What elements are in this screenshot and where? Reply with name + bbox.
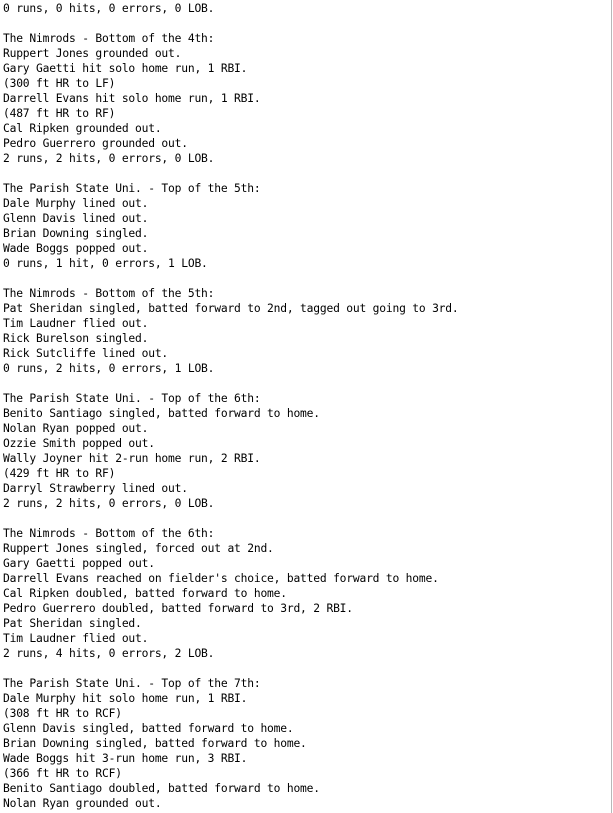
log-line: Cal Ripken grounded out. bbox=[3, 122, 162, 135]
log-line: (300 ft HR to LF) bbox=[3, 77, 116, 90]
log-line: The Parish State Uni. - Top of the 6th: bbox=[3, 392, 261, 405]
log-line: (366 ft HR to RCF) bbox=[3, 767, 122, 780]
log-line: Dale Murphy lined out. bbox=[3, 197, 149, 210]
log-line: Brian Downing singled. bbox=[3, 227, 149, 240]
log-line: Glenn Davis singled, batted forward to home. bbox=[3, 722, 294, 735]
log-line: Glenn Davis lined out. bbox=[3, 212, 149, 225]
log-line: Gary Gaetti popped out. bbox=[3, 557, 155, 570]
log-line: Ruppert Jones singled, forced out at 2nd. bbox=[3, 542, 274, 555]
log-line: Darrell Evans reached on fielder's choice, batted forward to home. bbox=[3, 572, 439, 585]
log-line: Wade Boggs popped out. bbox=[3, 242, 149, 255]
log-line: Benito Santiago doubled, batted forward to home. bbox=[3, 782, 320, 795]
log-line: (487 ft HR to RF) bbox=[3, 107, 116, 120]
log-line: The Parish State Uni. - Top of the 7th: bbox=[3, 677, 261, 690]
log-line: The Parish State Uni. - Top of the 5th: bbox=[3, 182, 261, 195]
log-line: (308 ft HR to RCF) bbox=[3, 707, 122, 720]
game-log-text[interactable] bbox=[3, 1, 609, 811]
log-line: Tim Laudner flied out. bbox=[3, 317, 149, 330]
log-line: 0 runs, 0 hits, 0 errors, 0 LOB. bbox=[3, 2, 215, 15]
log-line bbox=[3, 511, 609, 526]
log-line: Brian Downing singled, batted forward to home. bbox=[3, 737, 307, 750]
log-line: Pat Sheridan singled. bbox=[3, 617, 142, 630]
log-line bbox=[3, 661, 609, 676]
log-line: Pedro Guerrero grounded out. bbox=[3, 137, 188, 150]
log-line: 0 runs, 2 hits, 0 errors, 1 LOB. bbox=[3, 362, 215, 375]
log-line bbox=[3, 271, 609, 286]
log-line: Pat Sheridan singled, batted forward to 2nd, tagged out going to 3rd. bbox=[3, 302, 459, 315]
log-line: The Nimrods - Bottom of the 6th: bbox=[3, 527, 215, 540]
log-line: Gary Gaetti hit solo home run, 1 RBI. bbox=[3, 62, 248, 75]
log-line: Nolan Ryan grounded out. bbox=[3, 797, 162, 810]
log-line: Wally Joyner hit 2-run home run, 2 RBI. bbox=[3, 452, 261, 465]
log-line: Cal Ripken doubled, batted forward to home. bbox=[3, 587, 287, 600]
log-line: Nolan Ryan popped out. bbox=[3, 422, 149, 435]
log-line: Darrell Evans hit solo home run, 1 RBI. bbox=[3, 92, 261, 105]
log-line: Wade Boggs hit 3-run home run, 3 RBI. bbox=[3, 752, 248, 765]
log-line: 2 runs, 2 hits, 0 errors, 0 LOB. bbox=[3, 152, 215, 165]
log-line: (429 ft HR to RF) bbox=[3, 467, 116, 480]
log-line: Tim Laudner flied out. bbox=[3, 632, 149, 645]
log-line: Darryl Strawberry lined out. bbox=[3, 482, 188, 495]
log-line bbox=[3, 376, 609, 391]
log-line: The Nimrods - Bottom of the 5th: bbox=[3, 287, 215, 300]
log-line: Pedro Guerrero doubled, batted forward to 3rd, 2 RBI. bbox=[3, 602, 353, 615]
log-line: Benito Santiago singled, batted forward to home. bbox=[3, 407, 320, 420]
log-line bbox=[3, 166, 609, 181]
log-line: Rick Sutcliffe lined out. bbox=[3, 347, 169, 360]
log-line bbox=[3, 16, 609, 31]
log-line: 2 runs, 2 hits, 0 errors, 0 LOB. bbox=[3, 497, 215, 510]
log-line: Ruppert Jones grounded out. bbox=[3, 47, 182, 60]
log-line: Dale Murphy hit solo home run, 1 RBI. bbox=[3, 692, 248, 705]
log-line: Ozzie Smith popped out. bbox=[3, 437, 155, 450]
log-line: The Nimrods - Bottom of the 4th: bbox=[3, 32, 215, 45]
log-line: 2 runs, 4 hits, 0 errors, 2 LOB. bbox=[3, 647, 215, 660]
log-line: 0 runs, 1 hit, 0 errors, 1 LOB. bbox=[3, 257, 208, 270]
log-line: Rick Burelson singled. bbox=[3, 332, 149, 345]
